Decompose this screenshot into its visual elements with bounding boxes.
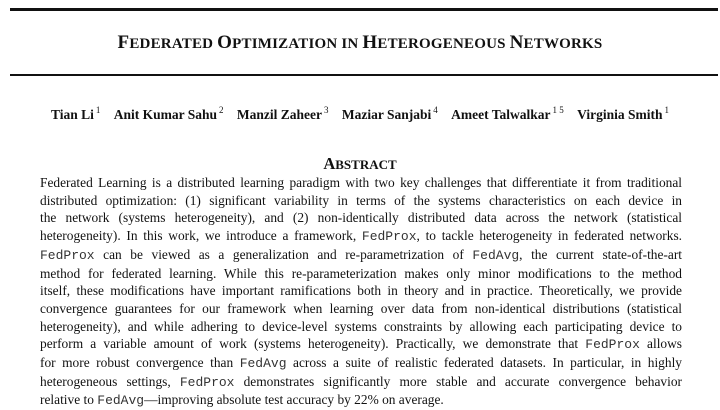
abstract-line bbox=[40, 318, 682, 336]
abstract-text: for more robust convergence than bbox=[40, 355, 240, 371]
method-name: FedProx bbox=[361, 229, 417, 245]
abstract-text: method for federated learning. While this re-parameterization makes only minor modifications to the method bbox=[40, 265, 682, 281]
method-name: FedProx bbox=[179, 374, 235, 390]
author: Anit Kumar Sahu $^2$ bbox=[113, 105, 224, 122]
abstract-line bbox=[40, 174, 682, 192]
abstract-line bbox=[40, 354, 682, 373]
abstract-line bbox=[40, 335, 682, 354]
affiliation-marker: 1 bbox=[664, 105, 670, 115]
title-word: HETEROGENEOUS bbox=[362, 32, 506, 53]
abstract-text: heterogeneity), and while adhering to device-level systems constraints by allowing each participating device to bbox=[40, 318, 682, 334]
author: Virginia Smith $^1$ bbox=[577, 105, 670, 122]
abstract-text: perform a variable amount of work (systems heterogeneity). Practically, we demonstrate that bbox=[40, 336, 586, 352]
paper-title bbox=[0, 32, 720, 54]
abstract-line bbox=[40, 246, 682, 265]
abstract-text: allows bbox=[639, 336, 683, 352]
author: Maziar Sanjabi $^4$ bbox=[341, 105, 438, 122]
abstract-text: distributed optimization: (1) significant variability in terms of the systems characteristics on each device in bbox=[40, 192, 682, 208]
method-name: FedAvg bbox=[239, 356, 287, 372]
affiliation-marker: 1 5 bbox=[552, 105, 564, 115]
author: Tian Li $^1$ bbox=[50, 105, 101, 122]
bottom-rule bbox=[10, 74, 718, 76]
abstract-text: —improving absolute test accuracy by 22% on average. bbox=[144, 392, 444, 408]
method-name: FedProx bbox=[40, 247, 95, 263]
abstract-line bbox=[40, 192, 682, 210]
method-name: FedAvg bbox=[472, 247, 520, 263]
abstract-line bbox=[40, 300, 682, 318]
author: Ameet Talwalkar $^{1 5}$ bbox=[451, 105, 564, 122]
abstract-text: , to tackle heterogeneity in federated networks. bbox=[416, 228, 683, 244]
method-name: FedProx bbox=[585, 337, 640, 353]
abstract-text: , the current state-of-the-art bbox=[519, 246, 683, 262]
affiliation-marker: 4 bbox=[433, 105, 438, 115]
abstract-text: heterogeneous settings, bbox=[40, 373, 180, 389]
abstract-body bbox=[40, 174, 682, 410]
abstract-text: across a suite of realistic federated datasets. In particular, in highly bbox=[286, 355, 682, 371]
abstract-line bbox=[40, 209, 682, 227]
affiliation-marker: 3 bbox=[324, 105, 329, 115]
abstract-text: heterogeneity). In this work, we introduce a framework, bbox=[40, 228, 362, 244]
title-word: OPTIMIZATION bbox=[217, 32, 338, 53]
abstract-text: demonstrates significantly more stable and accurate convergence behavior bbox=[234, 373, 683, 389]
author: Manzil Zaheer $^3$ bbox=[236, 105, 329, 122]
abstract-line bbox=[40, 265, 682, 283]
affiliation-marker: 1 bbox=[95, 105, 101, 115]
abstract-line bbox=[40, 373, 682, 392]
abstract-text: Federated Learning is a distributed learning paradigm with two key challenges that differentiate it from traditional bbox=[40, 175, 682, 190]
author-list bbox=[0, 105, 720, 123]
top-rule bbox=[10, 8, 718, 11]
abstract-text: itself, these modifications have important ramifications both in theory and in practice. Theoretically, we provide bbox=[40, 283, 682, 299]
abstract-line bbox=[40, 282, 682, 300]
title-word: IN bbox=[341, 36, 359, 52]
title-word: FEDERATED bbox=[117, 32, 214, 53]
abstract-text: can be viewed as a generalization and re-parametrization of bbox=[94, 246, 473, 262]
abstract-text: relative to bbox=[40, 392, 98, 408]
method-name: FedAvg bbox=[97, 393, 145, 409]
title-word: NETWORKS bbox=[509, 32, 603, 53]
abstract-line bbox=[40, 227, 682, 246]
abstract-text: convergence guarantees for our framework when learning over data from non-identical distributions (statistical bbox=[40, 300, 682, 316]
affiliation-marker: 2 bbox=[219, 105, 224, 115]
abstract-line bbox=[40, 391, 682, 410]
abstract-heading: ABSTRACT bbox=[323, 154, 397, 173]
abstract-text: the network (systems heterogeneity), and (2) non-identically distributed data across the network (statistical bbox=[40, 210, 682, 226]
